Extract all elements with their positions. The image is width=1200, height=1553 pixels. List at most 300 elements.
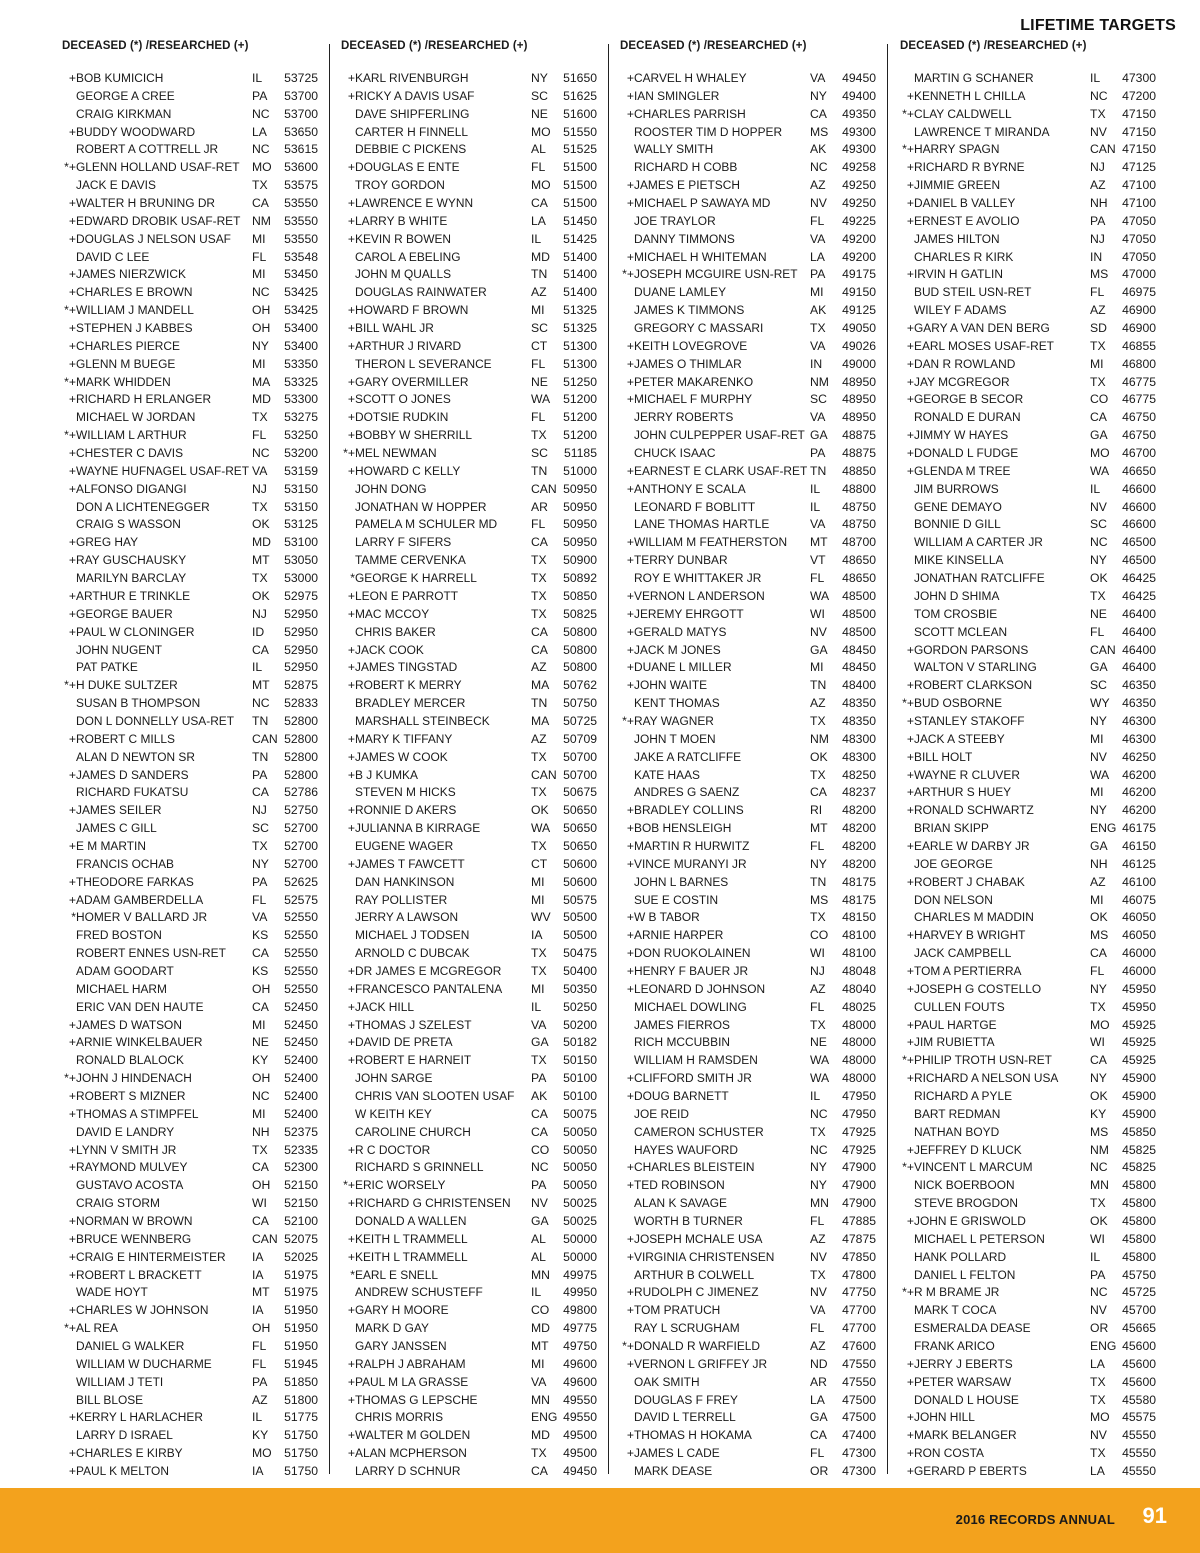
entry-row [339,981,601,999]
entry-name: WILLIAM M FEATHERSTON [634,535,788,550]
entry-name: THEODORE FARKAS [76,874,194,889]
entry-name: KENNETH L CHILLA [914,88,1026,103]
entry-row [618,802,880,820]
entry-score: 49550 [563,1392,597,1407]
entry-score: 51945 [284,1356,318,1371]
entry-row [339,731,601,749]
entry-row [339,534,601,552]
entry-name: JACK E DAVIS [76,178,156,193]
entry-row [339,1356,601,1374]
entry-row [60,320,322,338]
entry-state: OK [252,588,270,603]
entry-marker: + [906,803,914,818]
entry-name: JACK CAMPBELL [914,946,1012,961]
entry-score: 51185 [564,446,597,461]
entry-score: 48100 [842,946,876,961]
entry-score: 51450 [563,213,597,228]
entry-score: 50950 [563,535,597,550]
entry-row [60,945,322,963]
entry-name: JAMES D WATSON [76,1017,182,1032]
entry-score: 50575 [563,892,597,907]
entry-state: VA [252,463,268,478]
entry-score: 46175 [1122,821,1156,836]
entry-row [898,945,1160,963]
entry-name: WILLIAM A CARTER JR [914,535,1043,550]
entry-row [898,249,1160,267]
entry-row [60,909,322,927]
entry-score: 50800 [563,660,597,675]
entry-marker: + [626,196,634,211]
page-number: 91 [1142,1503,1167,1528]
entry-marker: + [906,838,914,853]
entry-score: 50500 [563,910,597,925]
entry-name: WALLY SMITH [634,142,714,157]
entry-row [339,820,601,838]
entry-name: JOHN D SHIMA [914,588,1000,603]
entry-score: 53548 [284,249,318,264]
entry-score: 46400 [1122,642,1156,657]
entry-score: 52075 [284,1231,318,1246]
entry-state: FL [1090,624,1105,639]
entry-name: THERON L SEVERANCE [355,356,492,371]
entry-marker: + [906,428,914,443]
entry-row [618,231,880,249]
entry-row [898,1445,1160,1463]
entry-marker: + [906,767,914,782]
entry-row [60,606,322,624]
entry-name: BRIAN SKIPP [914,821,989,836]
entry-row [618,1088,880,1106]
entry-name: CAROL A EBELING [355,249,461,264]
column-heading: DECEASED (*) /RESEARCHED (+) [341,40,528,52]
entry-score: 52950 [284,606,318,621]
entry-row [60,302,322,320]
entry-name: TED ROBINSON [634,1178,725,1193]
entry-state: VT [810,553,826,568]
entry-row [618,1392,880,1410]
entry-row [60,213,322,231]
entry-score: 50675 [563,785,597,800]
entry-marker: + [626,463,634,478]
entry-row [60,731,322,749]
entry-score: 45950 [1122,981,1156,996]
entry-marker: + [68,1410,76,1425]
entry-row [60,284,322,302]
entry-score: 51525 [563,142,597,157]
entry-row [60,1463,322,1481]
entry-row [60,409,322,427]
entry-state: OK [252,517,270,532]
entry-state: PA [252,874,268,889]
entry-score: 48950 [842,374,876,389]
entry-score: 50350 [563,981,597,996]
entry-score: 47900 [842,1178,876,1193]
entry-score: 45550 [1122,1446,1156,1461]
entry-row [618,534,880,552]
entry-row [339,1338,601,1356]
entry-marker: *+ [64,1321,76,1336]
entry-row [898,1249,1160,1267]
entry-row [618,409,880,427]
entry-row [60,1088,322,1106]
entry-name: THOMAS H HOKAMA [634,1428,752,1443]
entry-name: MICHAEL J TODSEN [355,928,470,943]
entry-state: MD [252,392,271,407]
entry-name: CHRIS BAKER [355,624,436,639]
entry-marker: *+ [902,142,914,157]
entry-marker: + [626,1088,634,1103]
entry-name: PAT PATKE [76,660,138,675]
entry-name: PETER WARSAW [914,1374,1012,1389]
entry-name: EARLE W DARBY JR [914,838,1030,853]
entry-name: THOMAS A STIMPFEL [76,1106,199,1121]
entry-marker: + [906,1356,914,1371]
entry-marker: *+ [64,303,76,318]
entry-state: MD [531,249,550,264]
entry-marker: + [68,1088,76,1103]
entry-score: 49200 [842,249,876,264]
entry-row [339,499,601,517]
entry-score: 46600 [1122,499,1156,514]
entry-state: NC [810,1142,828,1157]
publication-name: 2016 RECORDS ANNUAL [955,1512,1115,1527]
entry-score: 50750 [563,696,597,711]
entry-row [898,320,1160,338]
entry-state: NC [1090,88,1108,103]
entry-state: PA [252,88,268,103]
entry-name: RICHARD A PYLE [914,1088,1013,1103]
entry-name: HENRY F BAUER JR [634,963,749,978]
entry-score: 50025 [563,1214,597,1228]
entry-name: RAY POLLISTER [355,892,448,907]
entry-name: RONNIE D AKERS [355,803,457,818]
entry-state: OH [252,1178,271,1193]
entry-score: 50700 [563,749,597,764]
entry-score: 48350 [842,713,876,728]
entry-score: 47000 [1122,267,1156,282]
entry-state: TX [252,1142,268,1157]
entry-name: MARTIN R HURWITZ [634,838,750,853]
entry-row [60,374,322,392]
entry-name: JACK A STEEBY [914,731,1005,746]
entry-row [60,588,322,606]
entry-score: 48000 [842,1071,876,1086]
entry-row [618,1427,880,1445]
entry-row [60,1356,322,1374]
entry-row [898,1159,1160,1177]
entry-state: TX [531,571,547,586]
entry-marker: *+ [343,1178,355,1193]
entry-name: JAMES FIERROS [634,1017,731,1032]
entry-name: PAUL K MELTON [76,1464,169,1479]
entry-marker: *+ [64,678,76,693]
entry-row [339,302,601,320]
entry-row [618,1034,880,1052]
entry-score: 50500 [563,928,597,943]
entry-score: 50800 [563,642,597,657]
entry-score: 51425 [563,231,597,246]
entry-row [898,1427,1160,1445]
entry-score: 49026 [842,338,876,353]
entry-marker: + [906,713,914,728]
entry-marker: + [68,1214,76,1228]
entry-row [618,1267,880,1285]
entry-state: SC [1090,517,1107,532]
entry-name: JERRY J EBERTS [914,1356,1013,1371]
entry-marker: + [906,374,914,389]
entry-state: FL [531,517,546,532]
entry-marker: + [68,535,76,550]
entry-marker: + [906,160,914,175]
entry-row [618,945,880,963]
entry-name: JOHN SARGE [355,1071,433,1086]
entry-state: MI [252,1106,266,1121]
entry-row [339,481,601,499]
entry-score: 51975 [284,1267,318,1282]
entry-marker: + [626,838,634,853]
entry-marker: + [68,1231,76,1246]
entry-row [618,874,880,892]
entry-marker: *+ [902,696,914,711]
entry-score: 53150 [284,481,318,496]
entry-row [60,1409,322,1427]
entry-score: 47300 [1122,71,1156,85]
entry-row [898,266,1160,284]
entry-state: TX [1090,1374,1106,1389]
entry-name: EARL E SNELL [355,1267,439,1282]
entry-name: DONALD L FUDGE [914,446,1019,461]
entry-state: IA [252,1464,264,1479]
entry-score: 51400 [563,249,597,264]
entry-row [60,1249,322,1267]
entry-state: NY [1090,713,1107,728]
entry-state: WA [810,1071,830,1086]
entry-row [898,499,1160,517]
entry-name: BILL BLOSE [76,1392,144,1407]
entry-name: BOBBY W SHERRILL [355,428,472,443]
entry-name: DAVE SHIPFERLING [355,106,470,121]
entry-state: FL [810,838,825,853]
entry-row [618,213,880,231]
entry-state: NM [252,213,271,228]
entry-state: PA [1090,1267,1106,1282]
entry-score: 48875 [842,428,876,443]
entry-score: 49450 [842,71,876,85]
entry-row [898,874,1160,892]
entry-score: 47100 [1122,178,1156,193]
entry-state: MO [531,124,551,139]
entry-state: MS [1090,1124,1109,1139]
entry-row [898,1409,1160,1427]
entry-name: PAUL W CLONINGER [76,624,195,639]
entry-score: 53325 [284,374,318,389]
entry-marker: *+ [622,713,634,728]
entry-row [898,659,1160,677]
entry-name: TAMME CERVENKA [355,553,466,568]
entry-marker: + [347,1017,355,1032]
entry-score: 46050 [1122,910,1156,925]
entry-score: 52150 [284,1196,318,1211]
entry-state: NE [531,374,548,389]
entry-name: GARY H MOORE [355,1303,449,1318]
entry-marker: + [347,1035,355,1050]
entry-score: 52950 [284,624,318,639]
entry-name: JOE GEORGE [914,856,993,871]
entry-marker: + [347,1374,355,1389]
entry-score: 53425 [284,285,318,300]
entry-name: DOTSIE RUDKIN [355,410,449,425]
entry-name: CRAIG KIRKMAN [76,106,172,121]
entry-state: NY [810,1160,827,1175]
column-divider [329,44,330,1474]
entry-row [60,463,322,481]
entry-state: OK [1090,1088,1108,1103]
entry-name: ALFONSO DIGANGI [76,481,187,496]
entry-marker: + [626,821,634,836]
entry-name: WILLIAM L ARTHUR [76,428,187,443]
entry-marker: + [906,392,914,407]
entry-row [60,820,322,838]
entry-name: CHARLES E KIRBY [76,1446,183,1461]
entry-score: 46400 [1122,606,1156,621]
entry-score: 48750 [842,517,876,532]
entry-score: 46750 [1122,410,1156,425]
entry-name: GARY JANSSEN [355,1339,447,1354]
entry-state: AR [810,1374,827,1389]
entry-name: DAVID C LEE [76,249,150,264]
entry-row [618,1017,880,1035]
entry-marker: + [347,981,355,996]
entry-score: 53150 [284,499,318,514]
entry-state: VA [810,1303,826,1318]
entry-state: IL [252,660,263,675]
entry-score: 52025 [284,1249,318,1264]
entry-marker: + [68,1267,76,1282]
entry-marker: *+ [902,1160,914,1175]
entry-row [339,231,601,249]
entry-row [618,88,880,106]
entry-score: 48875 [842,446,876,461]
entry-row [339,124,601,142]
entry-state: NC [1090,535,1108,550]
entry-score: 47900 [842,1196,876,1211]
column-2 [339,40,601,1481]
entry-name: MICHAEL P SAWAYA MD [634,196,771,211]
entry-score: 53600 [284,160,318,175]
entry-name: THOMAS G LEPSCHE [355,1392,478,1407]
entry-score: 52833 [284,696,318,711]
entry-state: MS [810,892,829,907]
entry-name: RICH MCCUBBIN [634,1035,731,1050]
entry-name: CHARLES PIERCE [76,338,180,353]
entry-score: 45600 [1122,1374,1156,1389]
entry-name: ARNIE WINKELBAUER [76,1035,203,1050]
entry-score: 50100 [563,1088,597,1103]
entry-marker: + [68,285,76,300]
entry-row [60,177,322,195]
entry-score: 53425 [284,303,318,318]
entry-name: DAN HANKINSON [355,874,455,889]
entry-state: CA [810,106,827,121]
entry-row [60,1142,322,1160]
entry-state: IL [531,1285,542,1300]
entry-state: MI [252,267,266,282]
entry-score: 51550 [563,124,597,139]
entry-state: TN [531,267,548,282]
entry-row [60,266,322,284]
entry-row [898,481,1160,499]
entry-row [898,1213,1160,1231]
entry-score: 48850 [842,463,876,478]
entry-state: NC [531,1160,549,1175]
entry-state: CO [810,928,829,943]
entry-score: 52575 [284,892,318,907]
entry-state: GA [810,1410,828,1425]
entry-state: GA [1090,428,1108,443]
entry-score: 52875 [284,678,318,693]
entry-score: 48000 [842,1017,876,1032]
entry-row [339,767,601,785]
entry-score: 48175 [842,874,876,889]
entry-state: LA [1090,1464,1105,1479]
entry-name: LARRY F SIFERS [355,535,452,550]
entry-score: 50709 [563,731,597,746]
entry-name: OAK SMITH [634,1374,700,1389]
entry-name: JAMES L CADE [634,1446,720,1461]
entry-score: 53450 [284,267,318,282]
entry-row [60,1320,322,1338]
entry-state: MO [252,1446,272,1461]
entry-state: GA [1090,660,1108,675]
entry-marker: + [626,338,634,353]
entry-state: MD [531,1321,550,1336]
entry-state: FL [810,213,825,228]
entry-score: 53725 [284,71,318,85]
entry-name: BRUCE WENNBERG [76,1231,192,1246]
entry-marker: + [347,392,355,407]
entry-name: RICKY A DAVIS USAF [355,88,475,103]
entry-row [898,642,1160,660]
entry-name: MAC MCCOY [355,606,430,621]
entry-marker: + [68,606,76,621]
entry-marker: + [347,856,355,871]
entry-name: BUD STEIL USN-RET [914,285,1032,300]
entry-marker: + [626,963,634,978]
entry-marker: + [347,767,355,782]
entry-row [60,624,322,642]
entry-row [60,106,322,124]
entry-score: 48450 [842,660,876,675]
entry-name: SUE E COSTIN [634,892,719,907]
entry-state: WI [1090,1231,1105,1246]
entry-row [60,70,322,88]
entry-row [618,320,880,338]
entry-state: NY [1090,981,1107,996]
entry-state: OR [1090,1321,1109,1336]
entry-row [618,588,880,606]
entry-score: 48650 [842,571,876,586]
entry-name: CHESTER C DAVIS [76,446,184,461]
entry-name: FRANCESCO PANTALENA [355,981,503,996]
entry-row [60,427,322,445]
entry-name: R C DOCTOR [355,1142,431,1157]
entry-score: 53250 [284,428,318,443]
entry-score: 52400 [284,1106,318,1121]
entry-name: KERRY L HARLACHER [76,1410,203,1425]
entry-name: CARVEL H WHALEY [634,71,747,85]
entry-row [898,624,1160,642]
entry-marker: + [906,874,914,889]
